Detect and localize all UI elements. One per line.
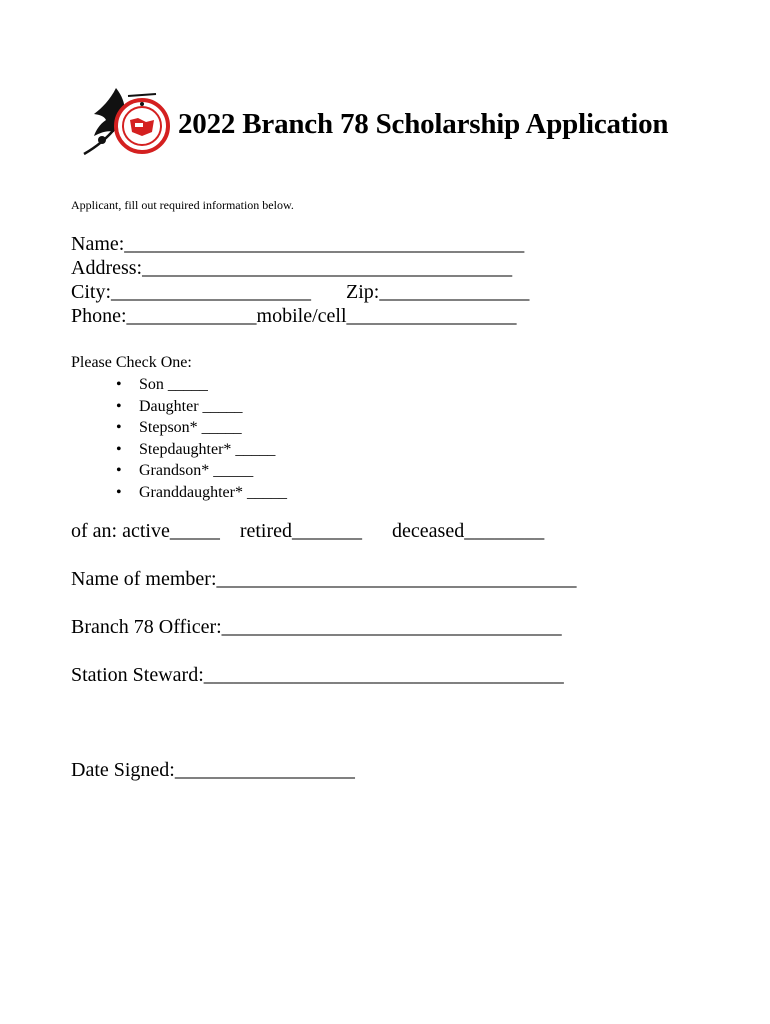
bullet-icon: • [116,397,122,415]
station-steward-field[interactable]: Station Steward:____________________________________ [71,664,564,686]
option-label: Stepson* _____ [139,419,242,436]
member-status-field[interactable]: of an: active_____ retired_______ deceased________ [71,520,545,542]
relationship-prompt: Please Check One: [71,354,192,371]
bullet-icon: • [116,483,122,501]
option-label: Grandson* _____ [139,462,254,479]
bullet-icon: • [116,419,122,436]
phone-field[interactable]: Phone:_____________mobile/cell_________________ [71,305,517,327]
bullet-icon: • [116,462,122,479]
bullet-icon: • [116,440,122,458]
option-daughter[interactable] [116,396,287,418]
name-field[interactable]: Name:________________________________________ [71,233,525,255]
option-label: Stepdaughter* _____ [139,440,276,458]
city-zip-field[interactable]: City:____________________ Zip:_______________ [71,281,530,303]
option-granddaughter[interactable] [116,482,287,504]
option-label: Granddaughter* _____ [139,483,287,501]
applicant-fields [71,232,529,328]
member-name-field[interactable]: Name of member:____________________________________ [71,568,577,590]
address-field[interactable]: Address:_____________________________________ [71,257,513,279]
option-stepson[interactable] [116,417,287,439]
date-signed-field[interactable]: Date Signed:__________________ [71,759,355,781]
page-title: 2022 Branch 78 Scholarship Application [178,108,669,140]
branch-78-union-logo-icon [80,82,176,162]
option-label: Daughter _____ [139,397,243,415]
option-label: Son _____ [139,376,208,393]
instructions-text: Applicant, fill out required information below. [71,198,294,212]
option-grandson[interactable] [116,460,287,482]
relationship-options [116,374,287,503]
branch-officer-field[interactable]: Branch 78 Officer:__________________________________ [71,616,562,638]
option-stepdaughter[interactable] [116,439,287,461]
option-son[interactable] [116,374,287,396]
bullet-icon: • [116,376,122,393]
